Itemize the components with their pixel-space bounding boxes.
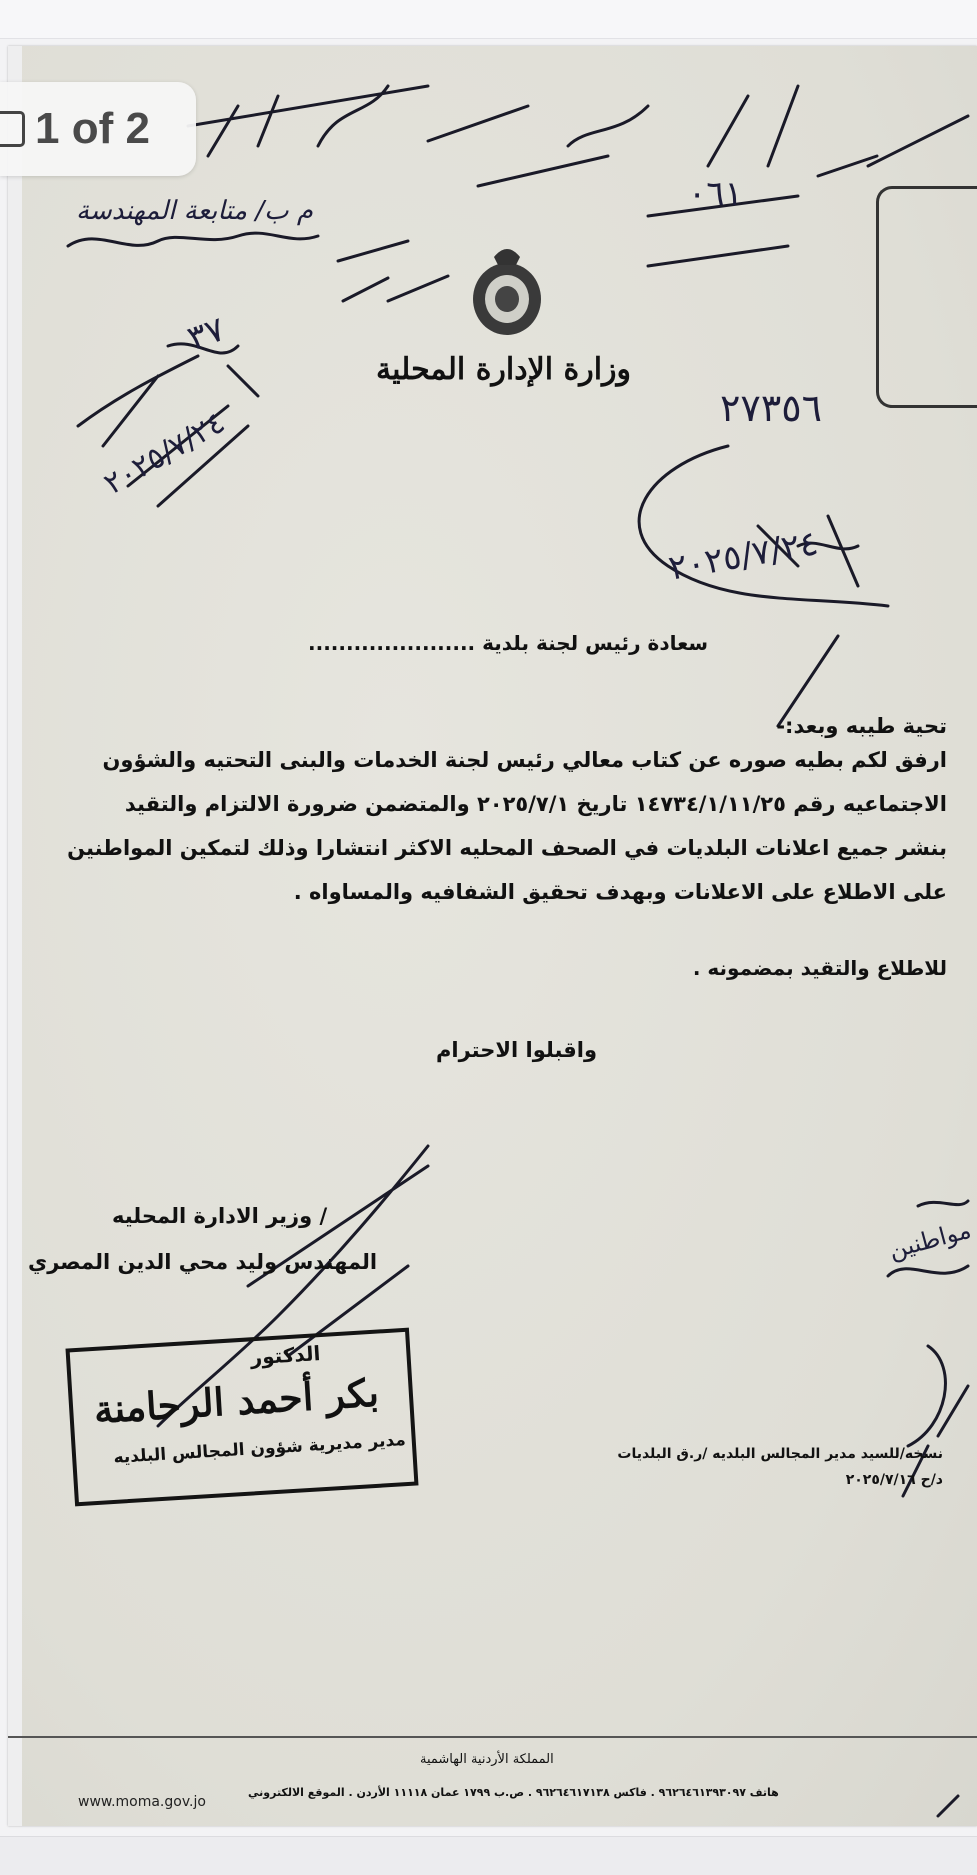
signatory-name: المهندس وليد محي الدين المصري <box>28 1250 378 1274</box>
body-line-1: ارفق لكم بطيه صوره عن كتاب معالي رئيس لجنة الخدمات والبنى التحتيه والشؤون <box>102 748 947 772</box>
closing: واقبلوا الاحترام <box>436 1038 598 1062</box>
signatory-title: / وزير الادارة المحليه <box>112 1204 328 1228</box>
document-page <box>8 46 977 1826</box>
handwritten-number-left: ٣٧ <box>182 308 231 360</box>
footer-contact: هاتف ٩٦٢٦٤٦١٣٩٣٠٩٧ . فاكس ٩٦٢٦٤٦١٧١٣٨ . ص.ب ١٧٩٩ عمان ١١١١٨ الأردن . الموقع الالكتروني <box>248 1786 779 1799</box>
greeting: تحية طيبه وبعد:- <box>776 714 947 738</box>
instruction: للاطلاع والتقيد بمضمونه . <box>692 956 947 980</box>
footer-website: www.moma.gov.jo <box>78 1794 206 1810</box>
copy-note: نسخه/للسيد مدير المجالس البلديه /ر.ق البلديات <box>617 1446 943 1462</box>
copy-note-ref: د/ح ٢٠٢٥/٧/١٦ <box>845 1472 943 1488</box>
handwritten-number-2: ٢٧٣٥٦ <box>720 386 823 430</box>
recipient: سعادة رئيس لجنة بلدية ...................... <box>308 631 709 655</box>
viewer-top-bar <box>0 0 977 39</box>
body-line-3: بنشر جميع اعلانات البلديات في الصحف المحليه الاكثر انتشارا وذلك لتمكين المواطنين <box>67 836 947 860</box>
director-stamp <box>65 1328 418 1507</box>
stamp-role: مدير مديرية شؤون المجالس البلديه <box>112 1430 407 1468</box>
handwritten-date-right: ٢٠٢٥/٧/٢٤ <box>665 523 822 589</box>
page-indicator-label: 1 of 2 <box>35 104 150 153</box>
page-indicator[interactable] <box>0 82 196 176</box>
scan-edge <box>8 46 22 1826</box>
ministry-name: وزارة الإدارة المحلية <box>376 352 631 387</box>
stamp-title: الدكتور <box>249 1341 321 1370</box>
stamp-name: بكر أحمد الرحامنة <box>92 1369 381 1432</box>
footer-divider <box>8 1736 977 1738</box>
viewer-bottom-bar <box>0 1836 977 1875</box>
handwritten-date-left: ٢٠٢٥/٧/٢٤ <box>98 405 231 502</box>
body-line-2: الاجتماعيه رقم ١٤٧٣٤/١/١١/٢٥ تاريخ ٢٠٢٥/٧/١ والمتضمن ضرورة الالتزام والتقيد <box>124 792 947 816</box>
footer-org: المملكة الأردنية الهاشمية <box>420 1752 554 1767</box>
body-line-4: على الاطلاع على الاعلانات وبهدف تحقيق الشفافيه والمساواه . <box>293 880 947 904</box>
handwritten-number-1: ٠٦١ <box>688 174 743 214</box>
ministry-emblem <box>466 241 548 341</box>
handwritten-note-top: م ب/ متابعة المهندسة <box>76 196 313 226</box>
handwritten-margin-note: مواطنين <box>885 1215 974 1265</box>
registry-stamp <box>876 186 977 408</box>
page-icon <box>0 111 25 147</box>
